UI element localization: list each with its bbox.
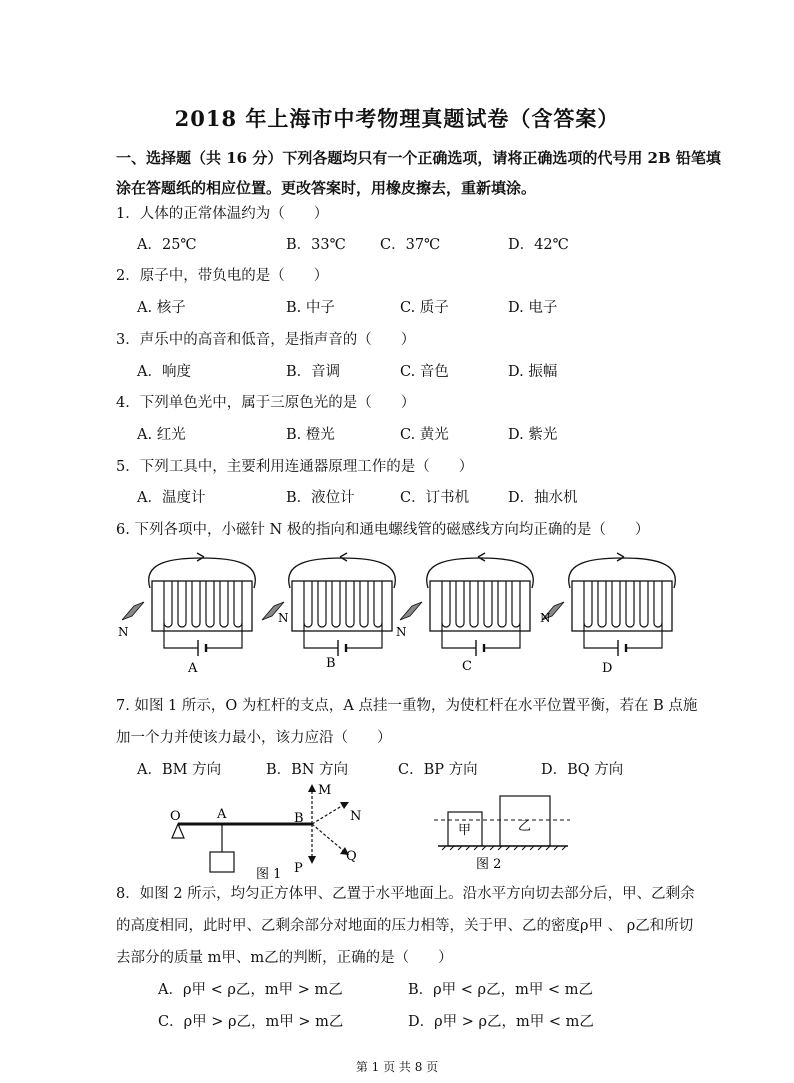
question-8-option-c: C．ρ甲 > ρ乙，m甲 > m乙 (158, 1014, 344, 1030)
block-jia-label: 甲 (458, 823, 472, 838)
solenoid-a-diagram (122, 553, 255, 656)
question-2-stem: 2．原子中，带负电的是（ ） (116, 268, 329, 284)
question-4-stem: 4．下列单色光中，属于三原色光的是（ ） (116, 395, 416, 411)
question-1-option-c: C．37℃ (380, 237, 441, 253)
needle-n-label-d: N (540, 611, 551, 625)
question-8-stem-line2: 的高度相同，此时甲、乙剩余部分对地面的压力相等，关于甲、乙的密度ρ甲 、 ρ乙和所切 (116, 918, 694, 934)
point-p-label: P (294, 861, 303, 876)
question-6-figure (112, 548, 692, 678)
question-2-option-a: A. 核子 (137, 300, 186, 316)
question-4-option-d: D. 紫光 (508, 427, 558, 443)
question-1-stem: 1．人体的正常体温约为（ ） (116, 206, 329, 222)
question-5-option-c: C．订书机 (400, 490, 470, 506)
question-3-option-c: C. 音色 (400, 364, 449, 380)
page-footer: 第 1 页 共 8 页 (355, 1060, 439, 1074)
question-7-option-c: C．BP 方向 (398, 762, 478, 778)
figure-2-blocks (430, 790, 580, 872)
question-3-option-a: A．响度 (137, 364, 191, 380)
point-n-label: N (350, 809, 362, 824)
question-1-option-d: D．42℃ (508, 237, 569, 253)
solenoid-d-diagram (542, 553, 675, 656)
point-a-label: A (217, 807, 227, 822)
needle-n-label-c: N (396, 625, 407, 639)
question-7-option-a: A．BM 方向 (137, 762, 222, 778)
block-yi-label: 乙 (518, 819, 532, 834)
question-5-stem: 5．下列工具中，主要利用连通器原理工作的是（ ） (116, 459, 474, 475)
point-m-label: M (318, 783, 332, 798)
question-2-option-b: B. 中子 (286, 300, 335, 316)
question-4-option-b: B. 橙光 (286, 427, 335, 443)
question-1-option-a: A．25℃ (137, 237, 197, 253)
page-title: 2018 年上海市中考物理真题试卷（含答案） (174, 106, 620, 131)
question-8-option-b: B．ρ甲 < ρ乙，m甲 < m乙 (408, 982, 593, 998)
needle-n-label-a: N (118, 625, 129, 639)
figure-1-lever (160, 780, 390, 880)
question-6-stem: 6. 下列各项中，小磁针 N 极的指向和通电螺线管的磁感线方向均正确的是（ ） (116, 522, 650, 538)
question-4-option-c: C. 黄光 (400, 427, 449, 443)
point-o-label: O (170, 809, 181, 824)
figure-label-a: A (188, 661, 198, 676)
question-3-option-d: D. 振幅 (508, 364, 558, 380)
question-8-stem-line3: 去部分的质量 m甲、m乙的判断，正确的是（ ） (116, 950, 453, 966)
question-8-stem-line1: 8．如图 2 所示，均匀正方体甲、乙置于水平地面上。沿水平方向切去部分后，甲、乙剩余 (116, 886, 695, 902)
question-8-option-a: A．ρ甲 < ρ乙，m甲 > m乙 (158, 982, 343, 998)
figure-2-caption: 图 2 (476, 857, 502, 872)
needle-n-label-b: N (278, 611, 289, 625)
question-7-option-b: B．BN 方向 (266, 762, 349, 778)
figure-1-caption: 图 1 (256, 867, 282, 880)
section-instructions-line2: 涂在答题纸的相应位置。更改答案时，用橡皮擦去，重新填涂。 (116, 179, 537, 197)
question-3-stem: 3．声乐中的高音和低音，是指声音的（ ） (116, 332, 416, 348)
question-7-stem-line2: 加一个力并使该力最小，该力应沿（ ） (116, 730, 392, 746)
section-instructions-line1: 一、选择题（共 16 分）下列各题均只有一个正确选项，请将正确选项的代号用 2B 铅笔填 (116, 149, 721, 167)
question-1-option-b: B．33℃ (286, 237, 346, 253)
question-3-option-b: B．音调 (286, 364, 341, 380)
question-2-option-c: C. 质子 (400, 300, 449, 316)
question-7-option-d: D．BQ 方向 (541, 762, 624, 778)
solenoid-c-diagram (400, 553, 533, 656)
point-q-label: Q (346, 849, 357, 864)
figure-label-b: B (326, 656, 336, 671)
point-b-label: B (294, 811, 304, 826)
question-2-option-d: D. 电子 (508, 300, 558, 316)
question-5-option-b: B．液位计 (286, 490, 355, 506)
question-5-option-d: D．抽水机 (508, 490, 578, 506)
figure-label-c: C (462, 659, 472, 674)
question-5-option-a: A．温度计 (137, 490, 206, 506)
question-4-option-a: A. 红光 (137, 427, 186, 443)
figure-label-d: D (602, 661, 613, 676)
question-7-stem-line1: 7. 如图 1 所示，O 为杠杆的支点，A 点挂一重物，为使杠杆在水平位置平衡，若在 B 点施 (116, 698, 698, 714)
solenoid-b-diagram (262, 553, 395, 656)
question-8-option-d: D．ρ甲 > ρ乙，m甲 < m乙 (408, 1014, 594, 1030)
